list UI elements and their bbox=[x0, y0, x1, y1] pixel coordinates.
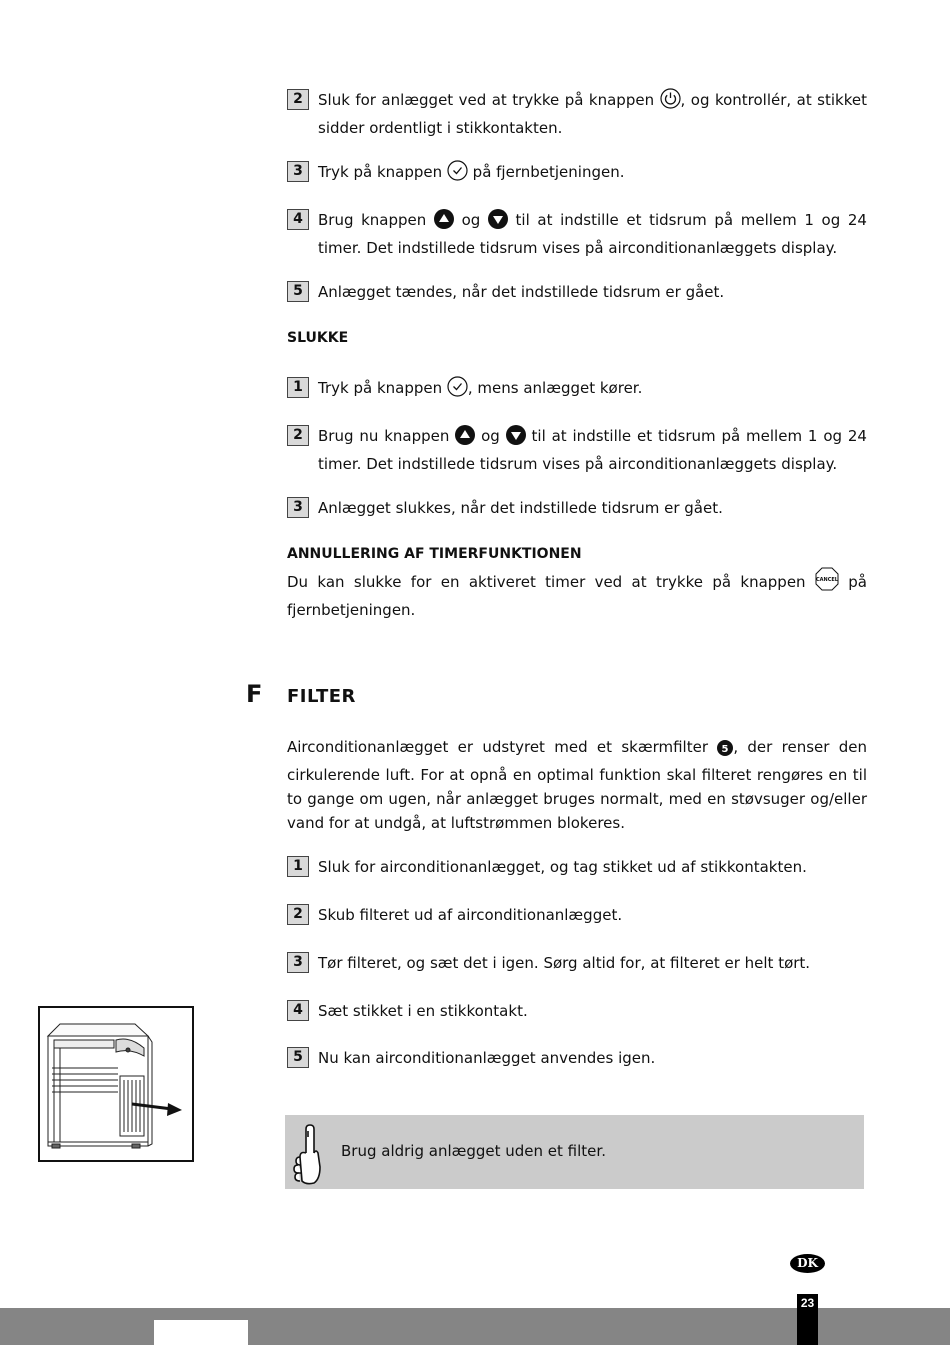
annullering-text-b: på fjernbetjeningen. bbox=[287, 573, 867, 619]
step-text: Sæt stikket i en stikkontakt. bbox=[318, 1002, 528, 1020]
filter-intro bbox=[287, 735, 867, 835]
arrow-up-icon bbox=[434, 209, 454, 236]
step-number: 2 bbox=[287, 89, 309, 110]
step-text-cont: , mens anlægget kører. bbox=[467, 379, 643, 397]
step-text: Anlægget tændes, når det indstillede tidsrum er gået. bbox=[318, 283, 725, 301]
step-number: 5 bbox=[287, 1047, 309, 1068]
step-text: Tryk på knappen bbox=[318, 379, 443, 397]
step-start-5 bbox=[287, 280, 867, 304]
power-icon bbox=[660, 88, 681, 116]
step-text-cont: på fjernbetjeningen. bbox=[472, 163, 625, 181]
step-filter-1 bbox=[287, 855, 867, 879]
cancel-icon bbox=[815, 567, 839, 598]
page-number: 23 bbox=[797, 1294, 818, 1345]
step-filter-3 bbox=[287, 951, 867, 975]
arrow-down-icon bbox=[488, 209, 508, 236]
step-start-4 bbox=[287, 208, 867, 260]
filter-intro-b: , der renser den cirkulerende luft. For at opnå en optimal funktion skal filteret rengøres en til to gange om ugen, når anlægget bruges normalt, med en støvsuger og/eller vand for at undgå, at luftstrømmen blokeres. bbox=[287, 738, 867, 832]
language-badge: DK bbox=[790, 1254, 825, 1273]
step-text: Brug nu knappen bbox=[318, 427, 450, 445]
step-text: Sluk for airconditionanlægget, og tag stikket ud af stikkontakten. bbox=[318, 858, 807, 876]
air-conditioner-filter-illustration bbox=[38, 1006, 194, 1162]
step-text-cont: , og kontrollér, at stikket sidder ordentligt i stikkontakten. bbox=[318, 91, 867, 137]
filter-title: FILTER bbox=[287, 686, 356, 707]
step-filter-5 bbox=[287, 1046, 867, 1070]
step-text-and: og bbox=[481, 427, 500, 445]
step-number: 3 bbox=[287, 952, 309, 973]
step-text-and: og bbox=[461, 211, 481, 229]
step-number: 3 bbox=[287, 497, 309, 518]
slukke-heading: SLUKKE bbox=[287, 330, 349, 346]
timer-icon bbox=[447, 376, 468, 404]
callout-5-icon bbox=[717, 739, 733, 763]
step-text-cont: til at indstille et tidsrum på mellem 1 og 24 timer. Det indstillede tidsrum vises på airconditionanlæggets display. bbox=[318, 211, 867, 257]
step-number: 1 bbox=[287, 856, 309, 877]
step-start-2 bbox=[287, 88, 867, 140]
step-number: 4 bbox=[287, 209, 309, 230]
step-number: 3 bbox=[287, 161, 309, 182]
pointing-hand-icon bbox=[290, 1123, 326, 1191]
step-text: Brug knappen bbox=[318, 211, 427, 229]
step-text: Nu kan airconditionanlægget anvendes igen. bbox=[318, 1049, 656, 1067]
step-text: Anlægget slukkes, når det indstillede tidsrum er gået. bbox=[318, 499, 723, 517]
step-text: Tryk på knappen bbox=[318, 163, 443, 181]
note-box bbox=[285, 1115, 864, 1189]
timer-icon bbox=[447, 160, 468, 188]
callout-number: 5 bbox=[721, 744, 729, 755]
filter-intro-a: Airconditionanlægget er udstyret med et skærmfilter bbox=[287, 738, 708, 756]
annullering-heading: ANNULLERING AF TIMERFUNKTIONEN bbox=[287, 546, 582, 562]
note-text: Brug aldrig anlægget uden et filter. bbox=[341, 1142, 606, 1160]
cancel-icon-label: CANCEL bbox=[815, 577, 838, 583]
step-text: Sluk for anlægget ved at trykke på knappen bbox=[318, 91, 655, 109]
step-slukke-3 bbox=[287, 496, 867, 520]
step-number: 2 bbox=[287, 904, 309, 925]
annullering-text-a: Du kan slukke for en aktiveret timer ved at trykke på knappen bbox=[287, 573, 806, 591]
arrow-down-icon bbox=[506, 425, 526, 452]
step-number: 2 bbox=[287, 425, 309, 446]
step-text-cont: til at indstille et tidsrum på mellem 1 og 24 timer. Det indstillede tidsrum vises på airconditionanlæggets display. bbox=[318, 427, 867, 473]
step-text: Skub filteret ud af airconditionanlægget. bbox=[318, 906, 623, 924]
step-number: 4 bbox=[287, 1000, 309, 1021]
arrow-up-icon bbox=[455, 425, 475, 452]
step-text: Tør filteret, og sæt det i igen. Sørg altid for, at filteret er helt tørt. bbox=[318, 954, 811, 972]
step-filter-2 bbox=[287, 903, 867, 927]
section-letter: F bbox=[246, 680, 263, 708]
step-start-3 bbox=[287, 160, 867, 188]
annullering-text bbox=[287, 567, 867, 622]
step-slukke-2 bbox=[287, 424, 867, 476]
step-number: 5 bbox=[287, 281, 309, 302]
step-slukke-1 bbox=[287, 376, 867, 404]
bottom-bar-tab bbox=[154, 1320, 248, 1345]
step-filter-4 bbox=[287, 999, 867, 1023]
step-number: 1 bbox=[287, 377, 309, 398]
